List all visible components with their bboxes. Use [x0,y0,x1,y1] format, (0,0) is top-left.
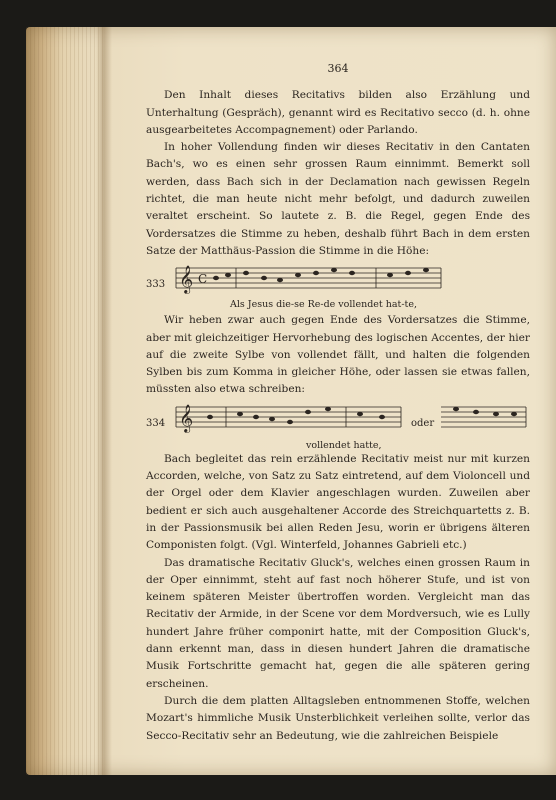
music-example-334 [146,401,530,451]
lyrics-333: Als Jesus die-se Re-de vollendet hat-te, [230,299,418,311]
svg-text:C: C [198,272,208,287]
page-number: 364 [327,62,349,75]
staff-notation [146,401,530,435]
example-number: 333 [146,279,166,291]
gutter-shadow [96,27,112,775]
staff-notation [146,262,446,296]
lyrics-334: vollendet hatte, [306,439,382,451]
paragraph-3: Wir heben zwar auch gegen Ende des Vordersatzes die Stimme, aber mit gleichzeitiger Hervorhebung des logischen Accentes, der hier auf die zweite Sylbe von vollendet fällt, und halten die folgenden Sylben bis zum Komma in gleicher Höhe, oder lassen sie etwas fallen, müssten also etwa schreiben: [146,314,530,396]
page-edges [26,27,106,775]
page-content [146,60,530,745]
music-example-333 [146,262,530,311]
example-number: 334 [146,417,166,429]
paragraph-4: Bach begleitet das rein erzählende Recitativ meist nur mit kurzen Accorden, welche, von Satz zu Satz eintretend, auf dem Violoncell und der Orgel oder dem Klavier angeschlagen wurden. Zuweilen aber bedient er sich auch ausgehaltener Accorde des Streichquartetts z. B. in der Passionsmusik bei allen Reden Jesu, worin er übrigens älteren Componisten folgt. (Vgl. Winterfeld, Johannes Gabrieli etc.) [146,452,530,552]
example-connector: oder [411,417,435,429]
svg-text:𝄞: 𝄞 [179,403,194,432]
paragraph-2: In hoher Vollendung finden wir dieses Recitativ in den Cantaten Bach's, wo es einen sehr grossen Raum einnimmt. Bemerkt soll werden, dass Bach sich in der Declamation nach gewissen Regeln richtet, die man heute nicht mehr befolgt, und dadurch zuweilen veraltet erscheint. So lautete z. B. die Regel, gegen Ende des Vordersatzes die Stimme zu heben, deshalb führt Bach in dem ersten Satze der Matthäus-Passion die Stimme in die Höhe: [146,141,530,257]
paragraph-1: Den Inhalt dieses Recitativs bilden also Erzählung und Unterhaltung (Gespräch), genannt wird es Recitativo secco (d. h. ohne ausgearbeitetes Accompagnement) oder Parlando. [146,89,530,136]
svg-text:𝄞: 𝄞 [179,265,194,294]
paragraph-5: Das dramatische Recitativ Gluck's, welches einen grossen Raum in der Oper einnimmt, steht auf fast noch höherer Stufe, und ist von keinem späteren Meister übertroffen worden. Vergleicht man das Recitativ der Armide, in der Scene vor dem Mordversuch, wie es Lully hundert Jahre früher componirt hatte, mit der Composition Gluck's, dann erkennt man, dass in diesen hundert Jahren die dramatische Musik Fortschritte gemacht hat, gegen die alle späteren gering erscheinen. [146,556,530,690]
paragraph-6: Durch die dem platten Alltagsleben entnommenen Stoffe, welchen Mozart's himmliche Musik Unsterblichkeit verleihen sollte, verlor das Secco-Recitativ sehr an Bedeutung, wie die zahlreichen Beispiele [146,694,530,742]
